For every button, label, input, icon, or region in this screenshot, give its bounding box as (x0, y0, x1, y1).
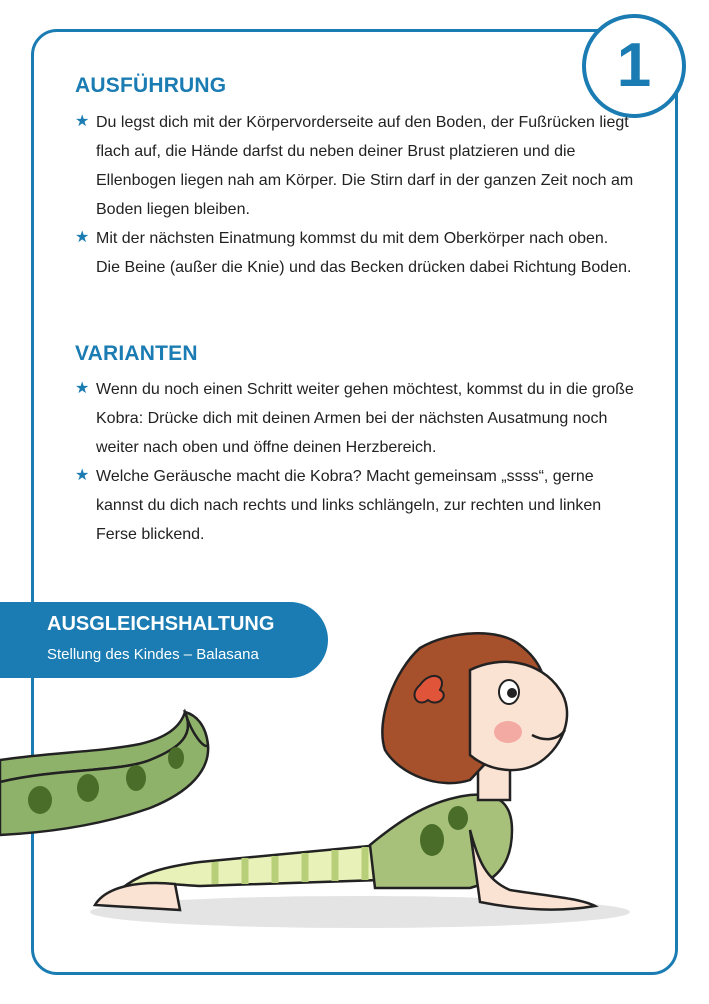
card-number-badge: 1 (582, 14, 686, 118)
list-item: ★ Welche Geräusche macht die Kobra? Macht gemeinsam „ssss“, gerne kannst du dich nach rechts und links schlängeln, zur rechten und linken Ferse blickend. (75, 462, 635, 549)
list-item: ★ Du legst dich mit der Körpervorderseite auf den Boden, der Fußrücken liegt flach auf, die Hände darfst du neben deiner Brust platzieren und die Ellenbogen liegen nah am Körper. Die Stirn darf in der ganzen Zeit noch am Boden liegen bleiben. (75, 108, 635, 224)
star-icon: ★ (75, 467, 90, 484)
banner-subtitle: Stellung des Kindes – Balasana (47, 646, 259, 663)
banner-title: AUSGLEICHSHALTUNG (47, 613, 275, 635)
star-icon: ★ (75, 380, 90, 397)
star-icon: ★ (75, 229, 90, 246)
star-icon: ★ (75, 113, 90, 130)
list-item: ★ Mit der nächsten Einatmung kommst du mit dem Oberkörper nach oben. Die Beine (außer die Knie) und das Becken drücken dabei Richtung Boden. (75, 224, 635, 282)
heading-varianten: VARIANTEN (75, 342, 198, 365)
heading-ausfuehrung: AUSFÜHRUNG (75, 74, 227, 97)
list-item: ★ Wenn du noch einen Schritt weiter gehen möchtest, kommst du in die große Kobra: Drücke dich mit deinen Armen bei der nächsten Ausatmung noch weiter nach oben und öffne deinen Herzbereich. (75, 375, 635, 462)
